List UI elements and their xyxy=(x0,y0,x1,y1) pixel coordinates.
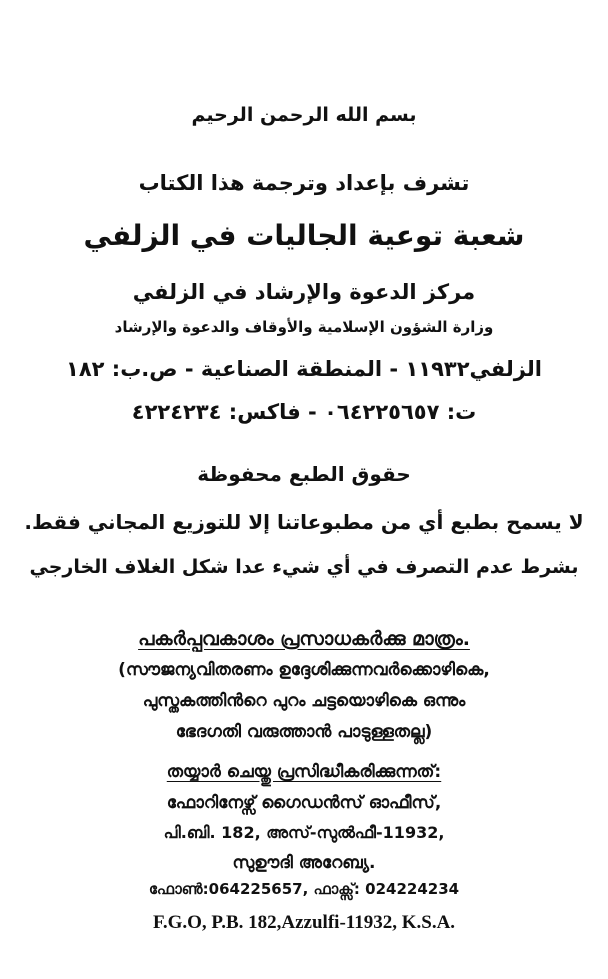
arabic-phone-fax: ت: ٠٦٤٢٢٥٦٥٧ - فاكس: ٤٢٢٤٢٣٤ xyxy=(131,400,477,424)
english-address: F.G.O, P.B. 182,Azzulfi-11932, K.S.A. xyxy=(152,912,456,933)
condition-notice: بشرط عدم التصرف في أي شيء عدا شكل الغلاف الخارجي xyxy=(29,556,579,578)
phone-fax-malayalam: ഫോണ്‍:064225657, ഫാക്സ്: 024224234 xyxy=(148,880,460,898)
free-distribution-line-3: ഭേദഗതി വരുത്താന്‍ പാടുള്ളതല്ല) xyxy=(175,722,433,742)
honored-statement: تشرف بإعداد وترجمة هذا الكتاب xyxy=(138,171,470,195)
permission-notice: لا يسمح بطبع أي من مطبوعاتنا إلا للتوزيع المجاني فقط. xyxy=(24,510,584,534)
dawah-center: مركز الدعوة والإرشاد في الزلفي xyxy=(132,280,476,304)
country: സുഊദി അറേബ്യ. xyxy=(232,853,376,873)
prepared-by: തയ്യാര്‍ ചെയ്തു പ്രസിദ്ധീകരിക്കുന്നത്: xyxy=(166,762,442,782)
po-box: പി.ബി. 182, അസ്-സുല്‍ഫീ-11932, xyxy=(163,823,445,842)
basmala: بسم الله الرحمن الرحيم xyxy=(191,104,417,126)
rights-title-malayalam: പകര്‍പ്പവകാശം പ്രസാധകര്‍ക്കു മാത്രം. xyxy=(138,628,470,650)
free-distribution-line-2: പുസ്തകത്തിന്‍റെ പുറം ചട്ടയൊഴികെ ഒന്നും xyxy=(142,691,466,711)
ministry-name: وزارة الشؤون الإسلامية والأوقاف والدعوة والإرشاد xyxy=(114,318,494,336)
arabic-address: الزلفي١١٩٣٢ - المنطقة الصناعية - ص.ب: ١٨٢ xyxy=(66,357,542,381)
free-distribution-line-1: (സൗജന്യവിതരണം ഉദ്ദേശിക്കുന്നവര്‍ക്കൊഴികെ, xyxy=(118,660,490,680)
rights-title-arabic: حقوق الطبع محفوظة xyxy=(197,462,411,486)
office-name: ഫോറിനേഴ്സ് ഗൈഡന്‍സ് ഓഫീസ്, xyxy=(166,793,442,813)
organization-name: شعبة توعية الجاليات في الزلفي xyxy=(83,219,525,252)
